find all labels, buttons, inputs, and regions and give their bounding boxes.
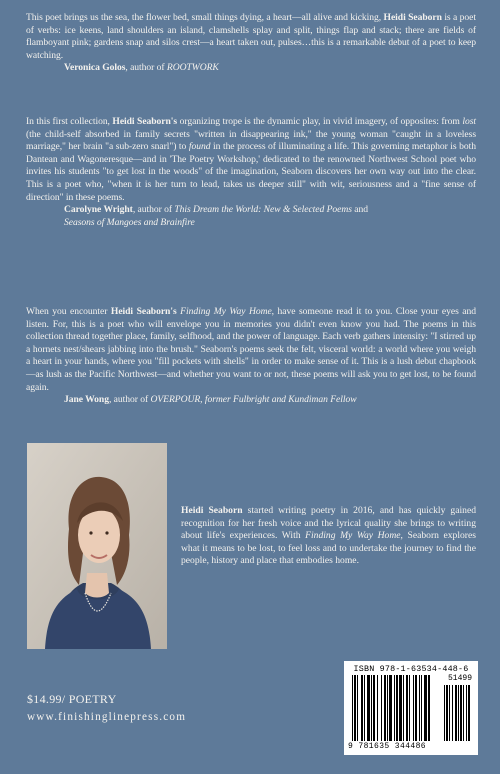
poet-name: Heidi Seaborn <box>383 12 442 23</box>
reviewer-name: Carolyne Wright <box>64 204 133 216</box>
blurb-attribution <box>64 204 476 229</box>
isbn-label: ISBN 978-1-63534-448-6 <box>353 664 469 674</box>
blurb-wright-text <box>26 116 476 204</box>
poet-name: Heidi Seaborn's <box>110 306 177 317</box>
blurb-text: In this first collection, <box>26 116 113 127</box>
bio-book-title: Finding My Way Home <box>305 530 401 542</box>
reviewer-work: OVERPOUR, former Fulbright and Kundiman Fellow <box>150 394 357 406</box>
barcode-bars <box>344 661 478 755</box>
reviewer-work: Seasons of Mangoes and Brainfire <box>64 216 195 228</box>
attr-and: and <box>351 204 368 216</box>
blurb-text: When you encounter <box>26 306 111 317</box>
blurb-text: , have someone read it to you. Close your eyes and listen. For, this is a poet who will envelope you in memories you didn't even know you had. The poems in this collection thread together place, family, selfhood, and the power of language. Each verb gathers intensity: "I stirred up a hornets nest/shears jabbing into the brush." Seaborn's poems seek the felt, visceral world: a world where you weigh a heart in your hands, where you "fill pockets with shells" in order to make sense of it. This is a lush debut chapbook—as lush as the Pacific Northwest—and whether you want to or not, these poems will ask you to get lost, to be found again. <box>26 306 476 393</box>
blurb-wong <box>26 306 476 407</box>
author-portrait-image <box>27 443 167 649</box>
bio-author-name: Heidi Seaborn <box>181 505 243 516</box>
blurb-wong-text <box>26 306 476 394</box>
ean-digits: 9 781635 344486 <box>348 742 427 751</box>
bio-text: started writing poetry in 2016, and has quickly gained recognition for her fresh voice and the lyrical quality she brings to writing about life's experiences. With <box>181 505 477 542</box>
reviewer-name: Jane Wong <box>64 394 109 406</box>
blurb-wright <box>26 116 476 229</box>
addon-digits: 51499 <box>447 674 472 683</box>
reviewer-work: This Dream the World: New & Selected Poems <box>174 204 352 216</box>
reviewer-work: ROOTWORK <box>166 62 219 74</box>
barcode <box>344 661 478 755</box>
reviewer-name: Veronica Golos <box>64 62 126 74</box>
emphasis-found: found <box>188 141 211 153</box>
emphasis-lost: lost <box>462 116 476 127</box>
blurb-golos <box>26 12 476 75</box>
blurb-text: in the process of illuminating a life. This governing metaphor is both Dantean and Wagoneresque—and in 'The Poetry Workshop,' dedicated to the renowned Northwest School poet who invites his students "to get lost in the woods" of the imagination, Seaborn discovers her own way out into the clear. This is a poet who, "when it is her turn to lead, takes us deeper still" with wit, seriousness and a "fine sense of direction" in these poems. <box>26 141 476 203</box>
blurb-attribution <box>64 394 476 407</box>
blurb-text: is a poet of verbs: ice keens, land shoulders an island, clamshells splay and split, things flap and stack; there are fields of flamboyant pink; gardens snap and silos crest—a heart taken out, pulses…this is a remarkable debut of a poet to keep watching. <box>26 12 476 61</box>
price-category: $14.99/ POETRY <box>27 692 117 706</box>
blurb-text: (the child-self absorbed in family secrets "written in disappearing ink," the young woman "caught in a loveless marriage," her brain "a sub-zero snarl") to <box>26 128 476 153</box>
blurb-golos-text <box>26 12 476 62</box>
attr-sep: , author of <box>108 394 151 406</box>
poet-name: Heidi Seaborn's <box>112 116 178 127</box>
attr-sep: , author of <box>132 204 175 216</box>
author-photo <box>27 443 167 649</box>
blurb-attribution <box>64 62 476 75</box>
blurb-text: This poet brings us the sea, the flower bed, small things dying, a heart—all alive and kicking, <box>26 12 384 23</box>
blurb-text: organizing trope is the dynamic play, in vivid imagery, of opposites: from <box>177 116 463 127</box>
attr-sep: , author of <box>125 62 167 74</box>
bio-text: , Seaborn explores what it means to be lost, to feel loss and to undertake the journey to find the people, history and place that embodies home. <box>181 530 476 567</box>
publisher-url: www.finishinglinepress.com <box>27 711 187 723</box>
book-title: Finding My Way Home <box>180 306 272 317</box>
author-bio <box>181 505 476 568</box>
